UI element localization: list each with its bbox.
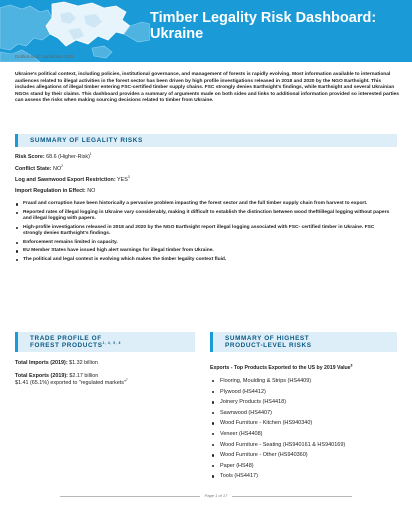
conflict-state-label: Conflict State: <box>15 166 52 172</box>
list-item: Sawnwood (HS4407) <box>210 408 345 419</box>
import-regulation <box>15 188 95 194</box>
list-item: Wood Furniture - Seating (HS940161 & HS940169) <box>210 440 345 451</box>
regulated-markets-text: $1.41 (65.1%) exported to "regulated markets" <box>15 380 126 386</box>
product-heading-line2: PRODUCT-LEVEL RISKS <box>225 342 312 350</box>
product-risk-section-heading <box>210 332 397 352</box>
conflict-state-value: NO <box>53 166 62 172</box>
list-item: High-profile investigations released in 2018 and 2020 by the NGO Earthsight report illegal logging associated with FSC- certified timber in Ukraine. FSC strongly denies Earthsight's findings. <box>15 225 395 238</box>
map-icon <box>0 0 150 62</box>
list-item: Wood Furniture - Kitchen (HS940340) <box>210 418 345 429</box>
trade-section-heading <box>15 332 195 352</box>
top-exports-heading <box>210 365 352 371</box>
total-exports-label: Total Exports (2019): <box>15 373 68 379</box>
import-regulation-value: NO <box>87 188 96 194</box>
list-item: Reported rates of illegal logging in Ukraine vary considerably, making it difficult to establish the distinction between wood theft/illegal logging without papers and illegal logging with papers. <box>15 210 395 223</box>
risk-score-label: Risk Score: <box>15 154 45 160</box>
footnote-ref: 1, 4, 5, 6 <box>102 341 121 346</box>
total-imports <box>15 360 98 367</box>
list-item: Veneer (HS4408) <box>210 429 345 440</box>
import-regulation-label: Import Regulation in Effect: <box>15 188 86 194</box>
list-item: Plywood (HS4412) <box>210 387 345 398</box>
page-title: Timber Legality Risk Dashboard: Ukraine <box>150 10 377 42</box>
top-exports-heading-text: Exports - Top Products Exported to the US by 2019 Value <box>210 365 351 371</box>
list-item: The political and legal context is evolving which makes the timber legality context fluid. <box>15 257 395 263</box>
export-restriction-label: Log and Sawnwood Export Restriction: <box>15 177 116 183</box>
legality-bullet-list <box>15 201 395 265</box>
list-item: Tools (HS4417) <box>210 471 345 482</box>
page-number: Page 1 of 17 <box>204 493 228 498</box>
list-item: Joinery Products (HS4418) <box>210 397 345 408</box>
footnote-ref: 8 <box>350 363 353 368</box>
list-item: Fraud and corruption have been historically a pervasive problem impacting the forest sector and the full timber supply chain from harvest to export. <box>15 201 395 207</box>
footnote-ref: 2 <box>61 164 63 169</box>
regulated-markets <box>15 380 128 387</box>
conflict-state <box>15 166 63 172</box>
list-item: EU Member States have issued high alert warnings for illegal timber from Ukraine. <box>15 248 395 254</box>
total-exports-value: $2.17 billion <box>69 373 99 379</box>
intro-paragraph: Ukraine's political context, including policies, institutional governance, and management of forests is rapidly evolving. Most information available to international audiences related to illegal activities in the forest sector has been driven by high profile investigations released in 2018 and 2020 by the NGO Earthsight. This includes allegations of illegal timber entering FSC-certified timber supply chains. FSC strongly denies Earthsight's findings, while Earthsight and several Ukrainian NGOs stand by their claims. This dashboard provides a summary of arguments made on both sides and links to additional information provided so interested parties can assess the risks when making sourcing decisions related to timber from Ukraine. <box>15 72 399 103</box>
list-item: Flooring, Moulding & Strips (HS4409) <box>210 376 345 387</box>
legality-heading-text: SUMMARY OF LEGALITY RISKS <box>30 137 143 144</box>
product-heading-line1: SUMMARY OF HIGHEST <box>225 335 310 342</box>
product-list <box>210 376 345 482</box>
trade-heading-line2: FOREST PRODUCTS <box>30 342 103 350</box>
list-item: Paper (HS48) <box>210 461 345 472</box>
footnote-ref: 7 <box>125 378 128 383</box>
trade-heading-line1: TRADE PROFILE OF <box>30 335 102 342</box>
footnote-ref: 1 <box>89 152 92 157</box>
list-item: Enforcement remains limited in capacity. <box>15 240 395 246</box>
risk-score-value: 68.6 (Higher-Risk) <box>46 154 90 160</box>
legality-section-heading <box>15 134 397 147</box>
list-item: Wood Furniture - Other (HS940360) <box>210 450 345 461</box>
footer-divider <box>60 496 200 497</box>
total-exports <box>15 373 98 380</box>
drafted-date: Drafted as of: September 2021 <box>15 54 74 59</box>
footer-divider <box>232 496 352 497</box>
export-restriction-value: YES <box>117 177 128 183</box>
total-imports-label: Total Imports (2019): <box>15 360 68 366</box>
risk-score <box>15 154 92 160</box>
footnote-ref: 3 <box>127 175 130 180</box>
page-footer <box>0 492 412 500</box>
total-imports-value: $1.32 billion <box>69 360 98 366</box>
ukraine-map-graphic <box>0 0 150 62</box>
page-header <box>0 0 412 62</box>
export-restriction <box>15 177 130 183</box>
